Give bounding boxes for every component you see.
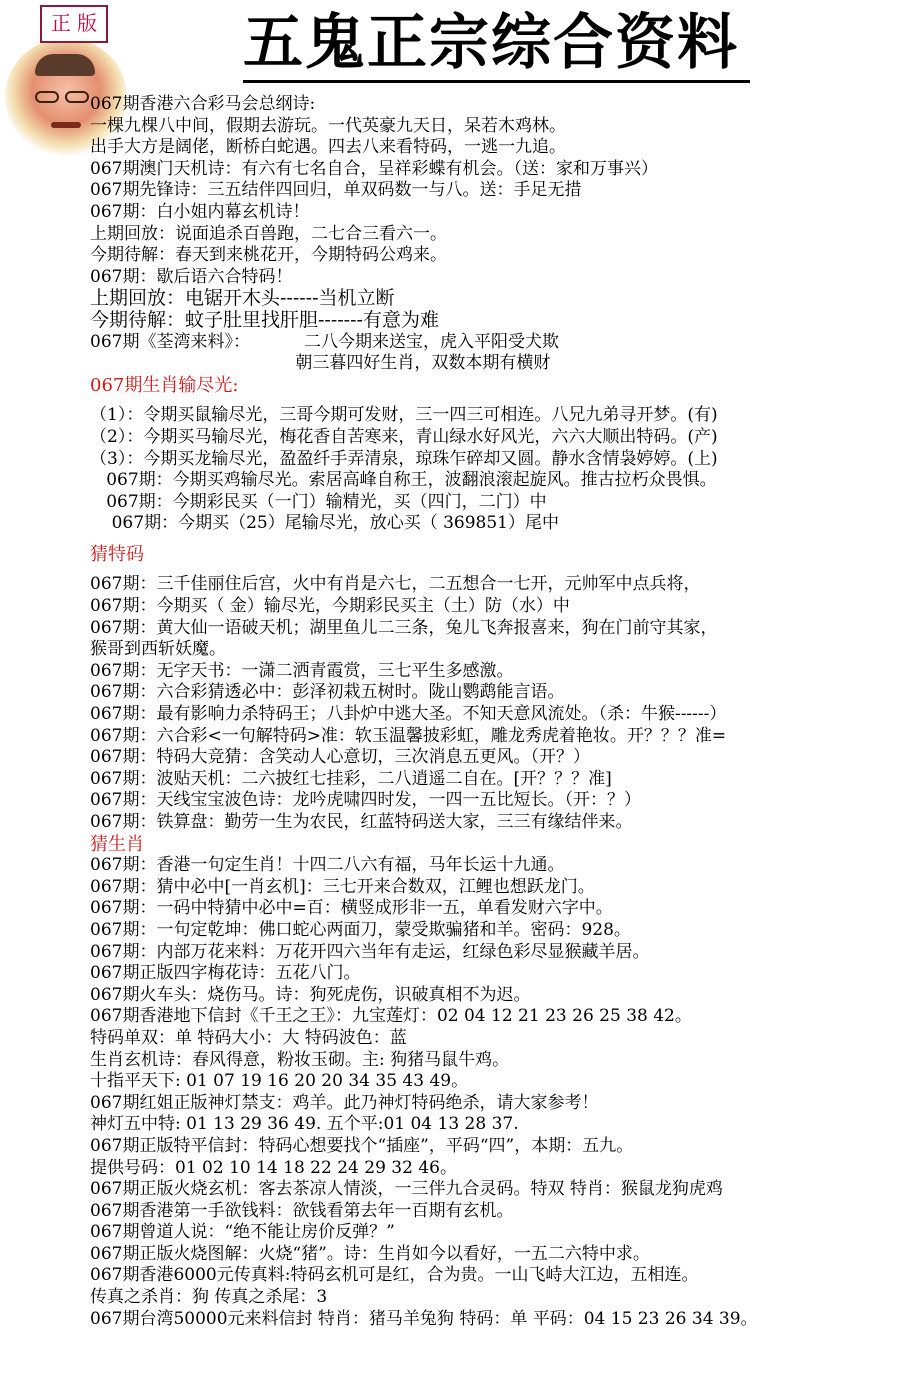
text-line: 067期红姐正版神灯禁支：鸡羊。此乃神灯特码绝杀，请大家参考！ <box>90 1092 599 1113</box>
text-line: 067期：铁算盘：勤劳一生为农民，红蓝特码送大家，三三有缘结伴来。 <box>90 812 633 832</box>
text-line: 提供号码：01 02 10 14 18 22 24 29 32 46。 <box>90 1157 457 1178</box>
text-line: 067期：今期彩民买（一门）输精光，买（四门，二门）中 <box>90 491 547 512</box>
text-line: 067期：内部万花来料：万花开四六当年有走运，红绿色彩尽显猴藏羊居。 <box>90 941 650 962</box>
text-line: 067期火车头：烧伤马。诗：狗死虎伤，识破真相不为迟。 <box>90 984 531 1005</box>
text-line: 特码单双：单 特码大小：大 特码波色：蓝 <box>90 1027 407 1048</box>
text-line: 上期回放：说面追杀百兽跑，二七合三看六一。 <box>90 223 447 244</box>
text-line: 067期正版火烧图解：火烧“猪”。诗：生肖如今以看好，一五二六特中求。 <box>90 1243 650 1264</box>
spacer <box>90 565 898 574</box>
text-line: 067期：黄大仙一语破天机；湖里鱼儿二三条，兔儿飞奔报喜来，狗在门前守其家， <box>90 617 718 638</box>
document-body <box>90 94 898 1330</box>
text-line: 067期正版特平信封：特码心想要找个“插座”，平码“四”，本期：五九。 <box>90 1135 634 1156</box>
text-line: 出手大方是阔佬，断桥白蛇遇。四去八来看特码，一逃一九追。 <box>90 137 566 158</box>
text-line: 067期先锋诗：三五结伴四回归，单双码数一与八。送：手足无措 <box>90 180 582 201</box>
text-line: 067期：一句定乾坤：佛口蛇心两面刀，蒙受欺骗猪和羊。密码：928。 <box>90 919 631 940</box>
text-line: 067期台湾50000元来料信封 特肖：猪马羊兔狗 特码：单 平码：04 15 23 26 34 39。 <box>90 1308 758 1329</box>
text-line: 067期：六合彩猜透必中：彭泽初栽五树时。陇山鹦鹉能言语。 <box>90 682 565 703</box>
spacer <box>90 535 898 544</box>
text-line: 067期香港6000元传真料:特码玄机可是红，合为贵。一山飞峙大江边，五相连。 <box>90 1265 699 1286</box>
text-line: 067期：波贴天机：二六披红七挂彩，二八逍遥二自在。[开？？？准] <box>90 768 612 789</box>
text-line: 067期：天线宝宝波色诗：龙吟虎啸四时发，一四一五比短长。（开：？） <box>90 790 641 811</box>
text-line: 067期正版四字梅花诗：五花八门。 <box>90 963 361 984</box>
text-line: 067期：六合彩<一句解特码>准：软玉温馨披彩虹，雕龙秀虎着艳妆。开？？？准= <box>90 725 727 746</box>
text-line: 067期：香港一句定生肖！十四二八六有福，马年长运十九通。 <box>90 855 565 876</box>
text-line: 067期：今期买（ 金）输尽光，今期彩民买主（土）防（水）中 <box>90 596 570 617</box>
text-line: 067期：猜中必中[一肖玄机]：三七开来合数双，江鲤也想跃龙门。 <box>90 876 595 897</box>
text-line: 神灯五中特: 01 13 29 36 49. 五个平:01 04 13 28 37. <box>90 1114 519 1135</box>
text-line: （2）：今期买马输尽光，梅花香自苦寒来，青山绿水好风光，六六大顺出特码。(产) <box>90 426 718 447</box>
text-line: 067期《荃湾来料》： 二八今期来送宝，虎入平阳受犬欺 <box>90 331 559 352</box>
text-line: 猴哥到西斩妖魔。 <box>90 639 226 660</box>
text-line: 067期：特码大竞猜：含笑动人心意切，三次消息五更风。（开？） <box>90 747 590 768</box>
text-line: 今期待解：蚊子肚里找肝胆-------有意为难 <box>90 308 439 331</box>
text-line: 上期回放：电锯开木头------当机立断 <box>90 287 395 310</box>
text-line: 067期香港六合彩马会总纲诗: <box>90 94 316 114</box>
text-line: 一棵九棵八中间，假期去游玩。一代英豪九天日，呆若木鸡林。 <box>90 115 566 136</box>
text-line: 十指平天下: 01 07 19 16 20 20 34 35 43 49。 <box>90 1071 469 1092</box>
section-heading: 猜生肖 <box>90 833 144 855</box>
page-title: 五鬼正宗综合资料 <box>243 6 750 83</box>
text-line: 传真之杀肖：狗 传真之杀尾：3 <box>90 1287 328 1308</box>
text-line: 067期：今期买鸡输尽光。索居高峰自称王，波翻浪滚起旋风。推古拉朽众畏惧。 <box>90 470 717 491</box>
text-line: 生肖玄机诗：春风得意，粉妆玉砌。主: 狗猪马鼠牛鸡。 <box>90 1049 510 1070</box>
edition-badge: 正 版 <box>40 5 108 43</box>
text-line: （3）：今期买龙输尽光，盈盈纤手弄清泉，琼珠乍碎却又圆。静水含情袅婷婷。(上) <box>90 448 718 469</box>
text-line: 067期：最有影响力杀特码王；八卦炉中逃大圣。不知天意风流处。（杀：牛猴------） <box>90 704 727 725</box>
text-line: 067期香港地下信封《千王之王》：九宝莲灯：02 04 12 21 23 26 25 38 42。 <box>90 1006 692 1027</box>
text-line: 067期：三千佳丽住后宫，火中有肖是六七，二五想合一七开，元帅军中点兵将， <box>90 574 701 595</box>
section-heading: 067期生肖输尽光: <box>90 374 239 396</box>
text-line: 朝三暮四好生肖，双数本期有横财 <box>90 353 551 374</box>
spacer <box>90 396 898 405</box>
section-heading: 猜特码 <box>90 543 144 565</box>
text-line: 067期正版火烧玄机：客去茶凉人情淡，一三伴九合灵码。特双 特肖：猴鼠龙狗虎鸡 <box>90 1179 723 1200</box>
text-line: 067期香港第一手欲钱料：欲钱看第去年一百期有玄机。 <box>90 1200 514 1221</box>
text-line: 067期澳门天机诗：有六有七名自合，呈祥彩蝶有机会。（送：家和万事兴） <box>90 158 658 179</box>
text-line: 067期：无字天书：一潇二洒青霞赏，三七平生多感激。 <box>90 660 514 681</box>
text-line: 067期：白小姐内幕玄机诗！ <box>90 201 310 222</box>
text-line: 067期：今期买（25）尾输尽光，放心买（ 369851）尾中 <box>90 513 559 534</box>
text-line: 067期：歇后语六合特码！ <box>90 266 293 287</box>
text-line: 067期：一码中特猜中必中=百：横竖成形非一五，单看发财六字中。 <box>90 898 613 919</box>
text-line: 今期待解：春天到来桃花开，今期特码公鸡来。 <box>90 245 447 266</box>
text-line: （1）：令期买鼠输尽光，三哥今期可发财，三一四三可相连。八兄九弟寻开梦。(有) <box>90 405 718 426</box>
text-line: 067期曾道人说：“绝不能让房价反弹？” <box>90 1222 395 1243</box>
